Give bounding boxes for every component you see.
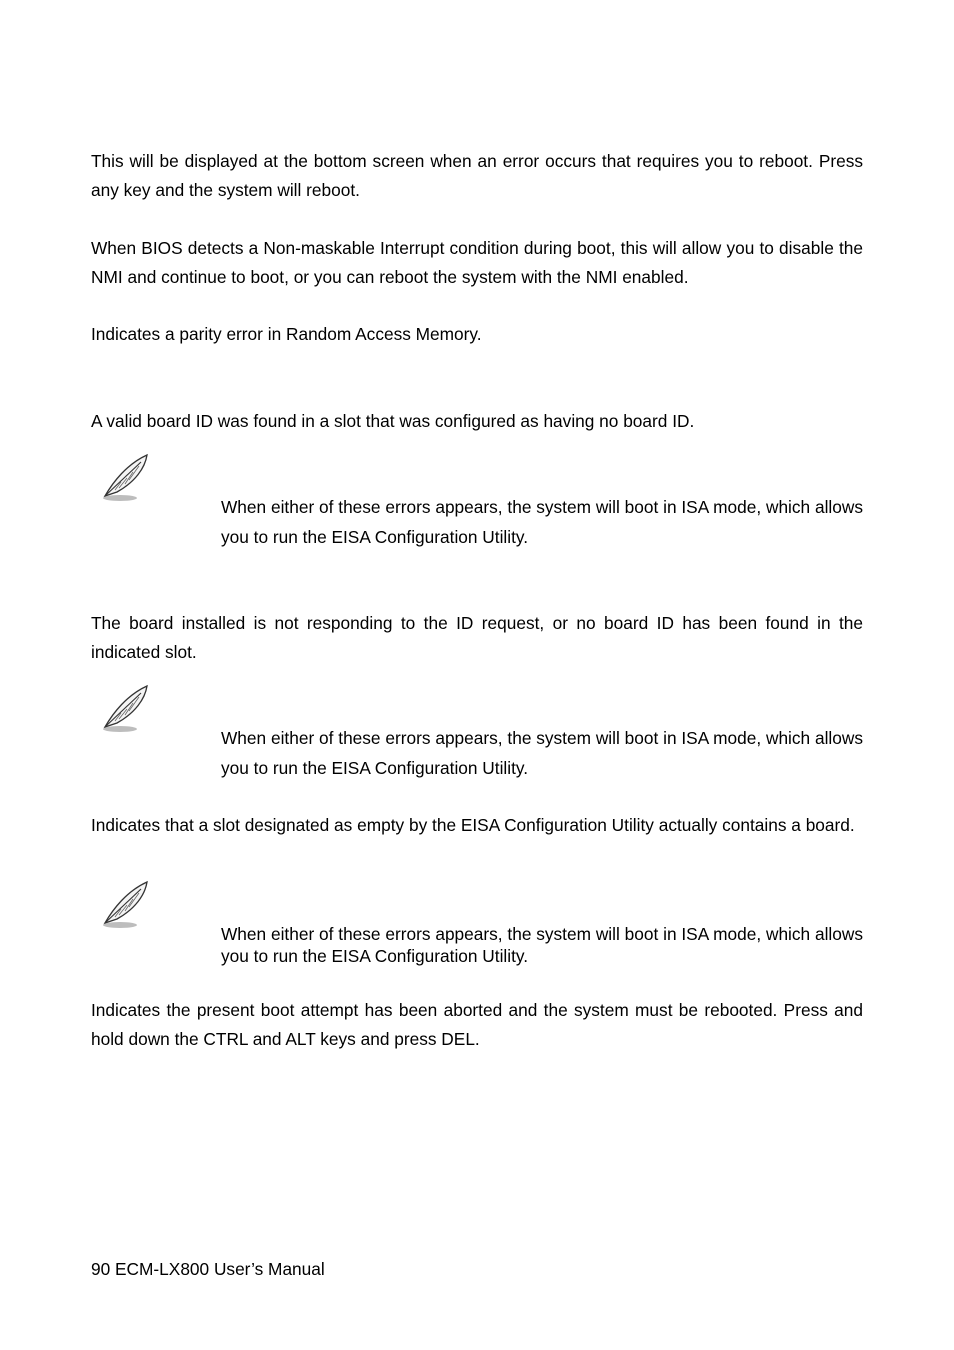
note-isa-mode-3: When either of these errors appears, the system will boot in ISA mode, which allows you to run the EISA Configuration Utility. [221,924,863,966]
paragraph-parity-error: Indicates a parity error in Random Access Memory. [91,324,482,344]
feather-pen-icon [97,683,153,735]
note-isa-mode-1: When either of these errors appears, the system will boot in ISA mode, which allows you to run the EISA Configuration Utility. [221,497,863,547]
paragraph-board-not-responding: The board installed is not responding to the ID request, or no board ID has been found in the indicated slot. [91,613,863,662]
page-footer: 90 ECM-LX800 User’s Manual [91,1259,325,1279]
paragraph-slot-empty: Indicates that a slot designated as empty by the EISA Configuration Utility actually contains a board. [91,815,855,835]
note-isa-mode-2: When either of these errors appears, the system will boot in ISA mode, which allows you to run the EISA Configuration Utility. [221,728,863,778]
paragraph-reboot-error: This will be displayed at the bottom screen when an error occurs that requires you to reboot. Press any key and the system will reboot. [91,151,863,200]
paragraph-nmi: When BIOS detects a Non-maskable Interrupt condition during boot, this will allow you to disable the NMI and continue to boot, or you can reboot the system with the NMI enabled. [91,238,863,287]
feather-pen-icon [97,879,153,931]
paragraph-boot-aborted: Indicates the present boot attempt has been aborted and the system must be rebooted. Press and hold down the CTRL and ALT keys and press DEL. [91,1000,863,1049]
paragraph-valid-board-id: A valid board ID was found in a slot that was configured as having no board ID. [91,411,695,431]
feather-pen-icon [97,452,153,504]
